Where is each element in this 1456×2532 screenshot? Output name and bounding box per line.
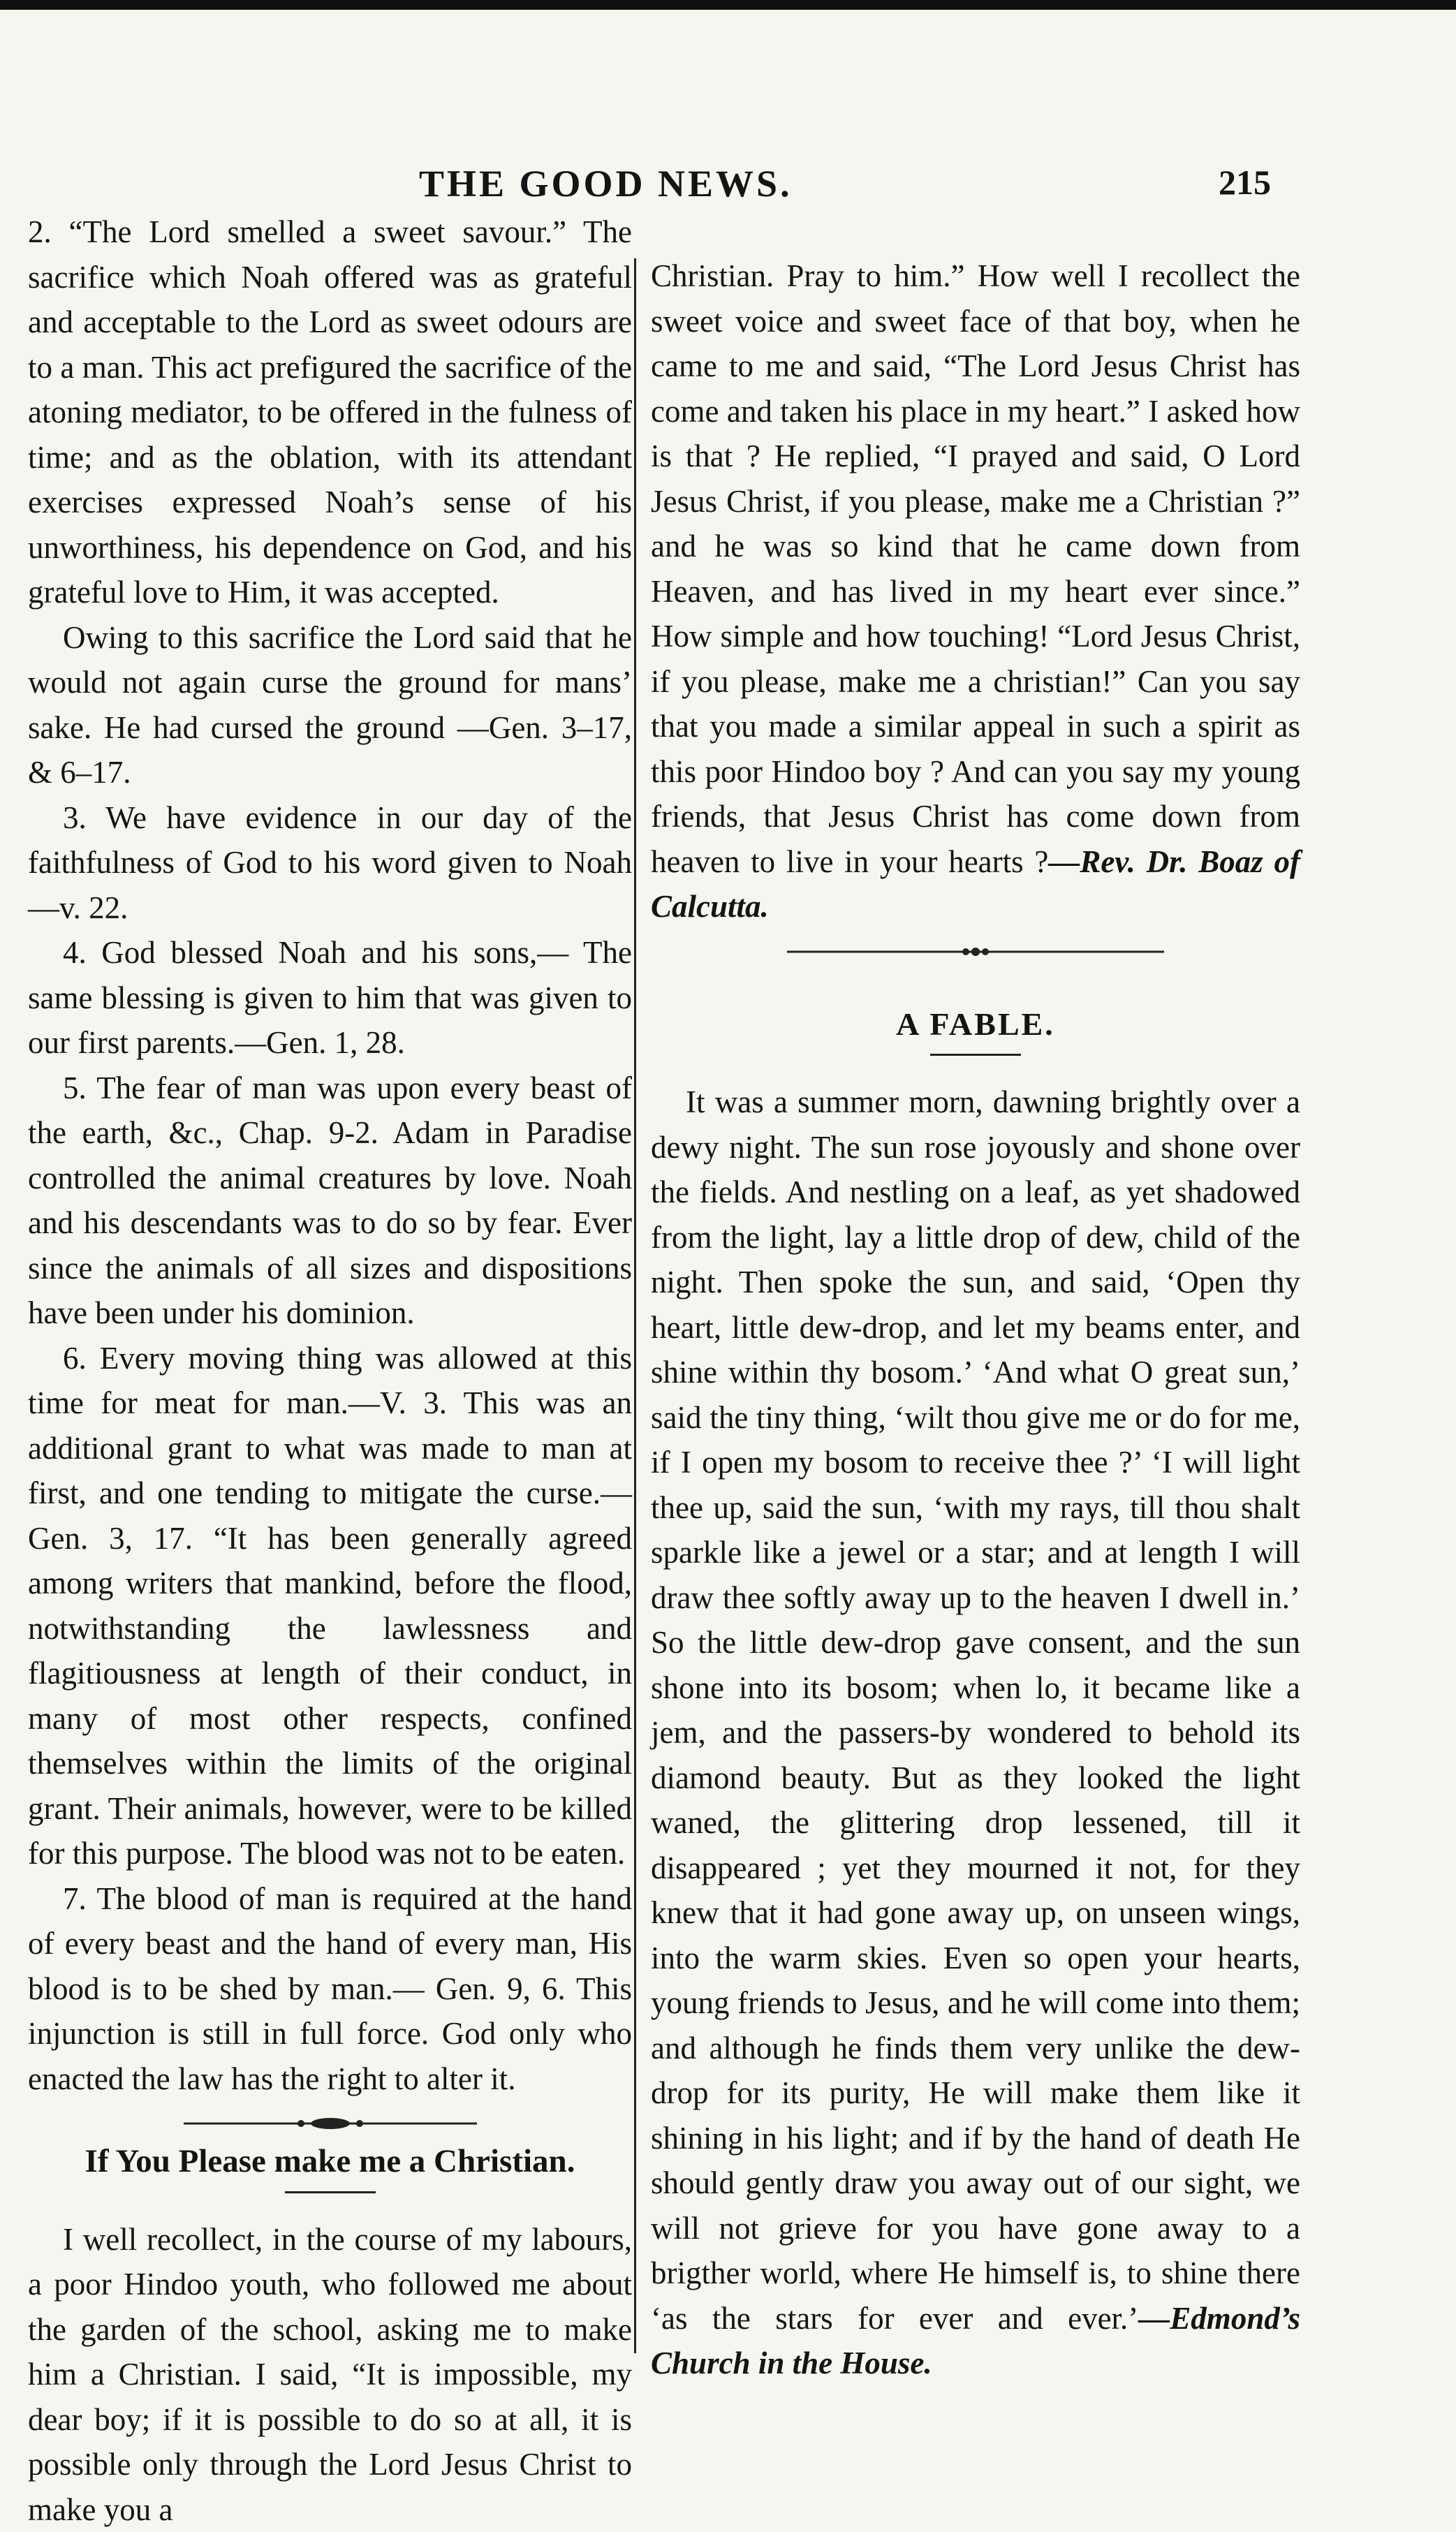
- ornamental-divider: [787, 943, 1164, 960]
- paragraph-owing: Owing to this sacrifice the Lord said that he would not again curse the ground for mans’ sake. He had cursed the ground —Gen. 3–17, & 6–17.: [28, 615, 632, 795]
- fable-paragraph: [651, 1080, 1300, 2386]
- paragraph-2: 2. “The Lord smelled a sweet savour.” The sacrifice which Noah offered was as grateful and acceptable to the Lord as sweet odours are to a man. This act prefigured the sacrifice of the atoning mediator, to be offered in the fulness of time; and as the oblation, with its attendant exercises expressed Noah’s sense of his unworthiness, his dependence on God, and his grateful love to Him, it was accepted.: [28, 209, 632, 615]
- top-border-rule: [0, 0, 1456, 10]
- paragraph-3: 3. We have evidence in our day of the faithfulness of God to his word given to Noah—v. 22.: [28, 795, 632, 931]
- column-divider: [634, 258, 636, 2353]
- fable-byline: —Edmond’s Church in the House.: [651, 2301, 1300, 2381]
- fable-text: It was a summer morn, dawning brightly over a dewy night. The sun rose joyously and shone over the fields. And nestling on a leaf, as yet shadowed from the light, lay a little drop of dew, child of the night. Then spoke the sun, and said, ‘Open thy heart, little dew-drop, and let my beams enter, and shine within thy bosom.’ ‘And what O great sun,’ said the tiny thing, ‘wilt thou give me or do for me, if I open my bosom to receive thee ?’ ‘I will light thee up, said the sun, ‘with my rays, till thou shalt sparkle like a jewel or a star; and at length I will draw thee softly away up to the heaven I dwell in.’ So the little dew-drop gave consent, and the sun shone into its bosom; when lo, it became like a jem, and the passers-by wondered to behold its diamond beauty. But as they looked the light waned, the glittering drop lessened, till it disappeared ; yet they mourned it not, for they knew that it had gone away up, on unseen wings, into the warm skies. Even so open your hearts, young friends to Jesus, and he will come into them; and although he finds them very unlike the dew-drop for its purity, He will make them like it shining in his light; and if by the hand of death He should gently draw you away out of our sight, we will not grieve for you have gone away to a brigther world, where He himself is, to shine there ‘as the stars for ever and ever.’: [651, 1084, 1300, 2336]
- left-column: [28, 209, 632, 2532]
- story-byline: —Rev. Dr. Boaz of Calcutta.: [651, 844, 1300, 925]
- section-heading-fable: A FABLE.: [651, 1002, 1300, 1047]
- paragraph-4: 4. God blessed Noah and his sons,— The same blessing is given to him that was given to our first parents.—Gen. 1, 28.: [28, 930, 632, 1066]
- story-paragraph: I well recollect, in the course of my labours, a poor Hindoo youth, who followed me about the garden of the school, asking me to make him a Christian. I said, “It is impossible, my dear boy; if it is possible to do so at all, it is possible only through the Lord Jesus Christ to make you a: [28, 2217, 632, 2532]
- publication-title: THE GOOD NEWS.: [419, 162, 793, 205]
- heading-underline: [930, 1054, 1021, 1056]
- paragraph-7: 7. The blood of man is required at the hand of every beast and the hand of every man, His blood is to be shed by man.— Gen. 9, 6. This injunction is still in full force. God only who enacted the law has the right to alter it.: [28, 1876, 632, 2102]
- ornamental-divider: [184, 2115, 477, 2132]
- section-heading-christian: If You Please make me a Christian.: [28, 2139, 632, 2184]
- paragraph-5: 5. The fear of man was upon every beast of the earth, &c., Chap. 9-2. Adam in Paradise controlled the animal creatures by love. Noah and his descendants was to do so by fear. Ever since the animals of all sizes and dispositions have been under his dominion.: [28, 1066, 632, 1336]
- heading-underline: [285, 2191, 376, 2193]
- story-continuation: [651, 253, 1300, 929]
- paragraph-6: 6. Every moving thing was allowed at this time for meat for man.—V. 3. This was an additional grant to what was made to man at first, and one tending to mitigate the curse.—Gen. 3, 17. “It has been generally agreed among writers that mankind, before the flood, notwithstanding the lawlessness and flagitiousness at length of their conduct, in many of most other respects, confined themselves within the limits of the original grant. Their animals, however, were to be killed for this purpose. The blood was not to be eaten.: [28, 1336, 632, 1876]
- story-continuation-text: Christian. Pray to him.” How well I recollect the sweet voice and sweet face of that boy, when he came to me and said, “The Lord Jesus Christ has come and taken his place in my heart.” I asked how is that ? He replied, “I prayed and said, O Lord Jesus Christ, if you please, make me a Christian ?” and he was so kind that he came down from Heaven, and has lived in my heart ever since.” How simple and how touching! “Lord Jesus Christ, if you please, make me a christian!” Can you say that you made a similar appeal in such a spirit as this poor Hindoo boy ? And can you say my young friends, that Jesus Christ has come down from heaven to live in your hearts ?: [651, 258, 1300, 879]
- page-number: 215: [1219, 162, 1271, 203]
- right-column: [651, 253, 1300, 2386]
